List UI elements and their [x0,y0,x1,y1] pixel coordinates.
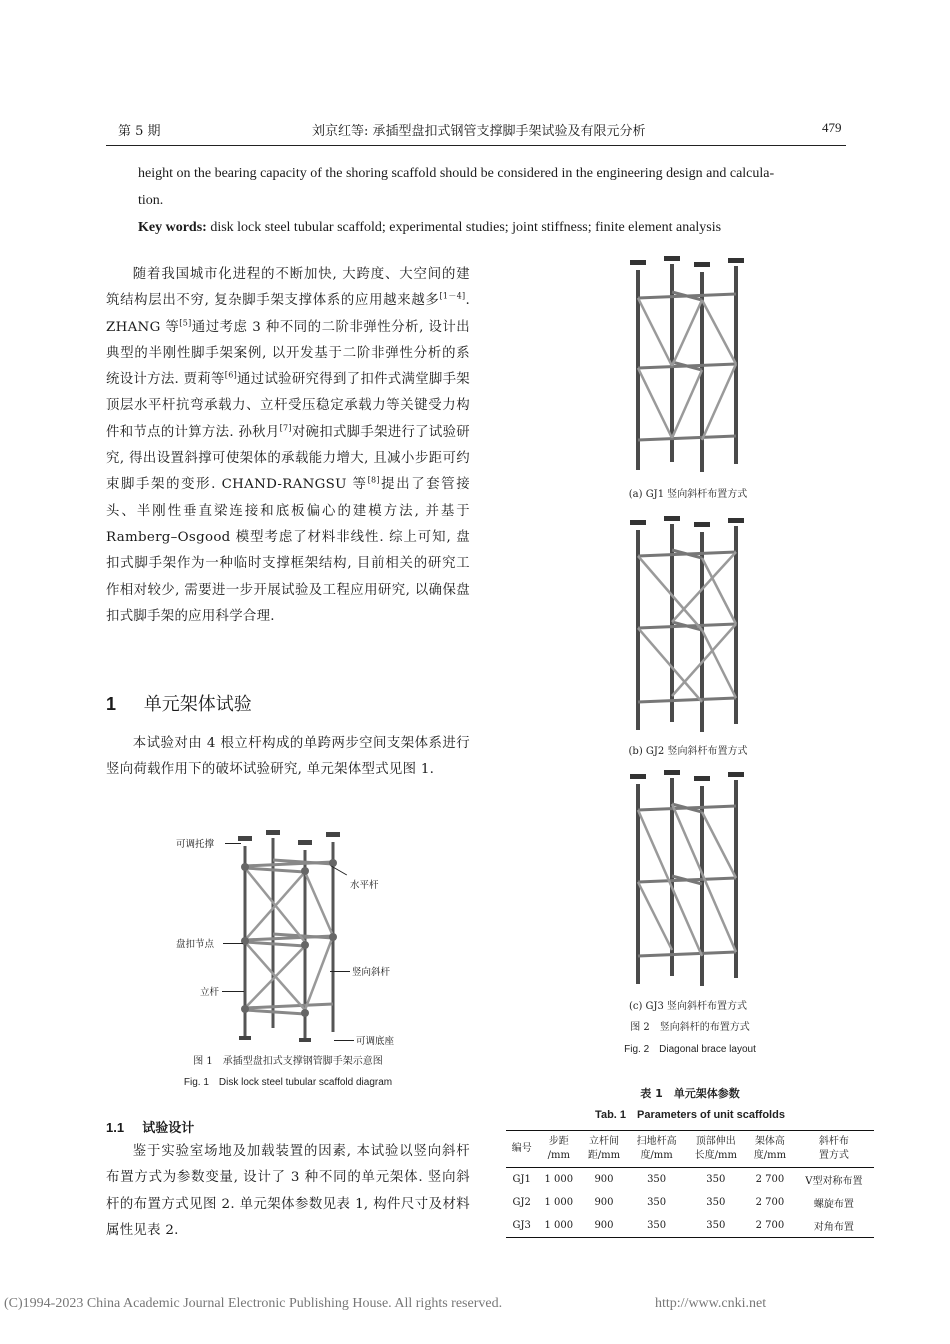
label-vertical-pole: 立杆 [200,987,220,998]
leader-line [223,943,243,944]
table-1-parameters [506,1130,874,1238]
figure-2a-gj1-photo [626,256,750,478]
figure-2c-caption: (c) GJ3 竖向斜杆布置方式 [628,1001,748,1012]
col-header: 架体高 度/mm [753,1136,787,1161]
intro-paragraph: 随着我国城市化进程的不断加快, 大跨度、大空间的建筑结构层出不穷, 复杂脚手架支撑体系的应用越来越多[1－4]. ZHANG 等[5]通过考虑 3 种不同的二阶非弹性分析, 设计出典型的半刚性脚手架案例, 以开发基于二阶非弹性分析的系统设计方法. 贾莉等[6]通过试验研究得到了扣件式满堂脚手架顶层水平杆抗弯承载力、立杆受压稳定承载力等关键受力构件和节点的计算方法. 孙秋月[7]对碗扣式脚手架进行了试验研究, 得出设置斜撑可使架体的承载能力增大, 且减小步距可约束脚手架的变形. CHAND-RANGSU 等[8]提出了套管接头、半刚性垂直梁连接和底板偏心的建模方法, 并基于 Ramberg–Osgood 模型考虑了材料非线性. 综上可知, 盘扣式脚手架作为一种临时支撑框架结构, 目前相关的研究工作相对较少, 需要进一步开展试验及工程应用研究, 以确保盘扣式脚手架的应用科学合理. [106,267,470,624]
table-header-row [506,1131,874,1168]
figure-2-caption-en: Fig. 2 Diagonal brace layout [624,1044,756,1055]
ref-5[interactable]: [5] [179,318,192,328]
cnki-url[interactable]: http://www.cnki.net [655,1296,767,1311]
figure-1-scaffold-diagram [225,828,355,1050]
col-header: 编号 [511,1143,532,1154]
label-base: 可调底座 [356,1036,395,1047]
ref-1-4[interactable]: [1－4] [439,291,466,301]
label-diagonal-bar: 竖向斜杆 [352,967,391,978]
running-title: 刘京红等: 承插型盘扣式钢管支撑脚手架试验及有限元分析 [312,124,646,139]
ref-7[interactable]: [7] [279,423,292,433]
figure-2b-gj2-photo [626,516,750,738]
table-1-title-cn: 表 1 单元架体参数 [640,1087,740,1100]
figure-1-caption-cn: 图 1 承插型盘扣式支撑钢管脚手架示意图 [193,1056,383,1067]
keywords [138,220,721,236]
section-1-heading: 1 单元架体试验 [106,694,252,715]
header-rule [106,145,846,146]
section-1-paragraph: 本试验对由 4 根立杆构成的单跨两步空间支架体系进行竖向荷载作用下的破坏试验研究, 单元架体型式见图 1. [106,736,470,778]
col-header: 步距 /mm [547,1136,570,1161]
figure-1-caption-en: Fig. 1 Disk lock steel tubular scaffold diagram [183,1077,393,1088]
col-header: 斜杆布 置方式 [818,1136,849,1161]
keywords-label: Key words: [138,220,207,235]
section-1-1-paragraph: 鉴于实验室场地及加载装置的因素, 本试验以竖向斜杆布置方式为参数变量, 设计了 3 种不同的单元架体. 竖向斜杆的布置方式见图 2. 单元架体参数见表 1, 构件尺寸及材料属性见表 2. [106,1144,470,1238]
figure-2c-gj3-photo [626,770,750,992]
figure-2-caption-cn: 图 2 竖向斜杆的布置方式 [630,1022,750,1033]
table-row: GJ1 1 000 900 350 350 2 700 V型对称布置 [512,1174,863,1187]
col-header: 扫地杆高 度/mm [636,1136,677,1161]
label-disk-joint: 盘扣节点 [176,939,215,950]
issue-number: 第 5 期 [118,124,161,139]
copyright-footer: (C)1994-2023 China Academic Journal Electronic Publishing House. All rights reserved. [4,1296,503,1311]
figure-2b-caption: (b) GJ2 竖向斜杆布置方式 [628,746,748,757]
keywords-text: disk lock steel tubular scaffold; experimental studies; joint stiffness; finite element analysis [210,220,722,235]
table-row: GJ2 1 000 900 350 350 2 700 螺旋布置 [512,1197,854,1210]
figure-2a-caption: (a) GJ1 竖向斜杆布置方式 [628,489,748,500]
ref-8[interactable]: [8] [367,475,380,485]
label-top-support: 可调托撑 [176,839,215,850]
abstract-line-1: height on the bearing capacity of the shoring scaffold should be considered in the engineering design and calcula- [138,166,775,181]
col-header: 立杆间 距/mm [587,1136,621,1161]
leader-line [334,1040,354,1041]
page-number: 479 [822,120,842,135]
abstract-line-2: tion. [138,193,164,208]
leader-line [225,843,241,844]
leader-line [222,991,244,992]
col-header: 顶部伸出 长度/mm [694,1136,737,1161]
leader-line [330,971,350,972]
table-1-title-en: Tab. 1 Parameters of unit scaffolds [595,1109,785,1121]
table-row: GJ3 1 000 900 350 350 2 700 对角布置 [506,1214,874,1238]
section-1-1-heading: 1.1 试验设计 [106,1120,195,1136]
label-horizontal-bar: 水平杆 [350,880,379,891]
ref-6[interactable]: [6] [224,370,238,380]
